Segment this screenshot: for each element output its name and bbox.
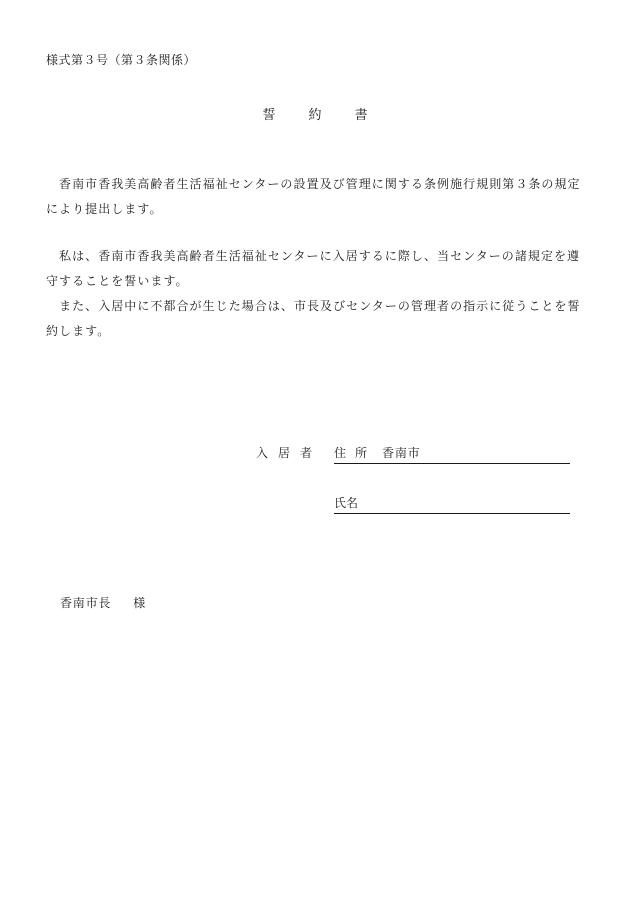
- addressee-name: 香南市長: [60, 596, 112, 610]
- form-number-label: 様式第３号（第３条関係）: [46, 53, 197, 67]
- addressee: [60, 594, 146, 611]
- document-title: 誓 約 書: [262, 108, 378, 123]
- statement-paragraph: 香南市香我美高齢者生活福祉センターの設置及び管理に関する条例施行規則第３条の規定により提出します。: [46, 177, 581, 216]
- name-field[interactable]: [334, 494, 570, 514]
- compliance-paragraph: また、入居中に不都合が生じた場合は、市長及びセンターの管理者の指示に従うことを誓約します。: [46, 299, 581, 338]
- address-field[interactable]: [334, 444, 570, 464]
- name-label: 氏名: [334, 496, 359, 510]
- pledge-paragraph: 私は、香南市香我美高齢者生活福祉センターに入居するに際し、当センターの諸規定を遵守することを誓います。: [46, 249, 581, 288]
- resident-label: 入居者: [256, 446, 323, 460]
- address-label: 住所: [334, 446, 377, 460]
- addressee-honorific: 様: [133, 596, 147, 610]
- address-value: 香南市: [382, 446, 421, 460]
